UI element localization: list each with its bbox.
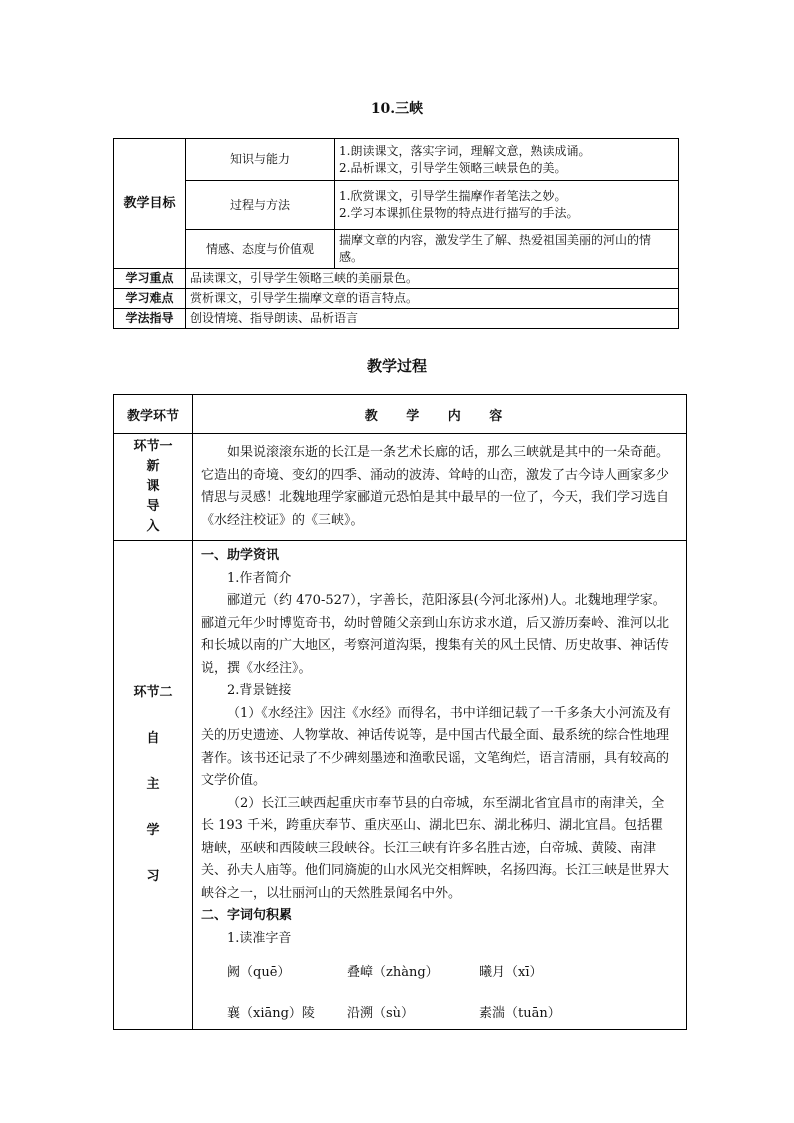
word-item: 襄（xiāng）陵 — [227, 1005, 315, 1021]
extra-row — [114, 309, 679, 329]
stage1-label-line: 新 — [146, 459, 160, 474]
process-header-row — [114, 395, 687, 434]
section-title: 教学过程 — [366, 357, 427, 375]
stage2-label-line: 主 — [146, 777, 160, 792]
stage2-label-line: 环节二 — [133, 685, 173, 700]
extra-row — [114, 289, 679, 309]
key-point-label: 学习重点 — [114, 269, 186, 289]
goal-line: 1.朗读课文，落实字词，理解文意，熟读成诵。 — [339, 143, 591, 158]
teaching-goals-table — [113, 138, 679, 329]
page-title: 10.三峡 — [370, 101, 424, 117]
stage-column-header: 教学环节 — [114, 395, 193, 434]
stage1-label-line: 环节一 — [133, 439, 173, 454]
heading-vocabulary: 二、字词句积累 — [201, 908, 293, 923]
stage-row — [114, 434, 687, 541]
word-item: 素湍（tuān） — [479, 1005, 561, 1021]
goal-row — [114, 230, 679, 269]
stage2-label-line: 自 — [146, 731, 160, 746]
method-text: 创设情境、指导朗读、品析语言 — [186, 309, 679, 329]
goal-row — [114, 139, 679, 181]
goal-sub-label: 过程与方法 — [186, 181, 335, 230]
word-item: 叠嶂（zhàng） — [347, 965, 439, 980]
goal-line: 1.欣赏课文，引导学生揣摩作者笔法之妙。 — [339, 189, 567, 203]
extra-row — [114, 269, 679, 289]
word-item: 沿溯（sù） — [347, 1005, 415, 1021]
key-point-text: 品读课文，引导学生领略三峡的美丽景色。 — [186, 269, 679, 289]
stage1-label — [114, 434, 193, 541]
stage1-label-line: 导 — [146, 499, 160, 514]
heading-info: 一、助学资讯 — [201, 548, 280, 563]
stage1-content — [193, 434, 687, 541]
goal-row — [114, 181, 679, 230]
goal-text — [335, 230, 679, 269]
intro-paragraph: 如果说滚滚东逝的长江是一条艺术长廊的话，那么三峡就是其中的一朵奇葩。它造出的奇境、变幻的四季、涌动的波涛、耸峙的山峦，激发了古今诗人画家多少情思与灵感！北魏地理学家郦道元恐怕是其中最早的一位了，今天，我们学习选自《水经注校证》的《三峡》。 — [201, 445, 670, 528]
author-paragraph: 郦道元（约 470-527），字善长，范阳涿县(今河北涿州)人。北魏地理学家。郦道元年少时博览奇书，幼时曾随父亲到山东访求水道，后又游历秦岭、淮河以北和长城以南的广大地区，考察河道沟渠，搜集有关的风土民情、历史故事、神话传说，撰《水经注》。 — [201, 593, 670, 676]
stage1-label-line: 课 — [146, 479, 160, 494]
stage2-label-line: 习 — [146, 869, 160, 884]
word-item: 曦月（xī） — [479, 965, 543, 980]
goal-sub-label: 知识与能力 — [186, 139, 335, 181]
teaching-process-table — [113, 394, 687, 1030]
goal-text — [335, 181, 679, 230]
difficulty-text: 赏析课文，引导学生揣摩文章的语言特点。 — [186, 289, 679, 309]
teaching-goals-label: 教学目标 — [114, 139, 186, 269]
stage2-label — [114, 541, 193, 1030]
method-label: 学法指导 — [114, 309, 186, 329]
subheading-background: 2.背景链接 — [227, 683, 292, 698]
goal-line: 揣摩文章的内容，激发学生了解、热爱祖国美丽的河山的情感。 — [339, 233, 652, 264]
stage1-label-line: 入 — [146, 519, 160, 534]
goal-text — [335, 139, 679, 181]
stage-row — [114, 541, 687, 1030]
subheading-pronunciation: 1.读准字音 — [227, 930, 292, 946]
goal-sub-label: 情感、态度与价值观 — [186, 230, 335, 269]
word-list-row — [227, 962, 676, 985]
word-list-row — [227, 1003, 676, 1026]
difficulty-label: 学习难点 — [114, 289, 186, 309]
word-item: 阙（quē） — [227, 965, 291, 980]
stage2-content — [193, 541, 687, 1030]
stage2-label-line: 学 — [146, 823, 160, 838]
goal-line: 2.品析课文，引导学生领略三峡景色的美。 — [339, 160, 567, 175]
goal-line: 2.学习本课抓住景物的特点进行描写的手法。 — [339, 206, 579, 220]
background-paragraph-2: （2）长江三峡西起重庆市奉节县的白帝城，东至湖北省宜昌市的南津关，全长 193 千米，跨重庆奉节、重庆巫山、湖北巴东、湖北秭归、湖北宜昌。包括瞿塘峡，巫峡和西陵峡三段峡谷。长江三峡有许多名胜古迹，白帝城、黄陵、南津关、孙夫人庙等。他们同旖旎的山水风光交相辉映，名扬四海。长江三峡是世界大峡谷之一，以壮丽河山的天然胜景闻名中外。 — [201, 795, 670, 901]
subheading-author: 1.作者简介 — [227, 570, 292, 586]
background-paragraph-1: （1）《水经注》因注《水经》而得名，书中详细记载了一千多条大小河流及有关的历史遗迹、人物掌故、神话传说等，是中国古代最全面、最系统的综合性地理著作。该书还记录了不少碑刻墨迹和渔歌民谣，文笔绚烂，语言清丽，具有较高的文学价值。 — [201, 705, 671, 788]
content-column-header: 教 学 内 容 — [193, 395, 687, 434]
